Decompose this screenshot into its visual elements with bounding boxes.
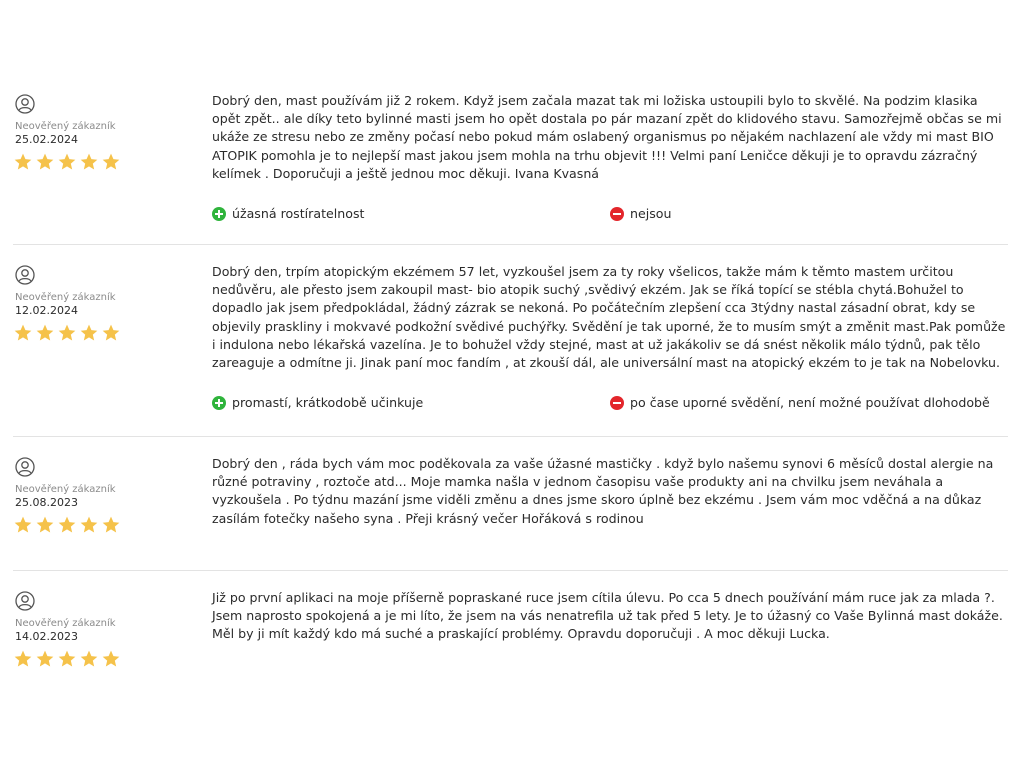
review-content xyxy=(212,571,1008,704)
star-icon xyxy=(35,649,55,669)
star-icon xyxy=(79,515,99,535)
review-meta xyxy=(13,437,212,570)
minus-circle-icon xyxy=(610,207,624,221)
star-icon xyxy=(13,649,33,669)
plus-circle-icon xyxy=(212,396,226,410)
review-date: 12.02.2024 xyxy=(15,304,78,317)
plus-circle-icon xyxy=(212,207,226,221)
review-date: 25.02.2024 xyxy=(15,133,78,146)
star-rating xyxy=(13,515,212,535)
customer-label: Neověřený zákazník xyxy=(15,292,116,303)
star-icon xyxy=(101,515,121,535)
pros-cons xyxy=(212,206,1008,226)
con-text: po čase uporné svědění, není možné používat dlohodobě xyxy=(630,395,990,411)
star-icon xyxy=(79,152,99,172)
star-icon xyxy=(101,649,121,669)
star-icon xyxy=(57,323,77,343)
review-item xyxy=(13,74,1008,245)
reviews-list xyxy=(13,74,1008,704)
star-icon xyxy=(79,323,99,343)
pros-cons xyxy=(212,395,1008,415)
review-date: 14.02.2023 xyxy=(15,630,78,643)
user-circle-icon xyxy=(15,94,35,114)
review-meta xyxy=(13,74,212,244)
customer-label: Neověřený zákazník xyxy=(15,618,116,629)
review-item xyxy=(13,571,1008,704)
star-rating xyxy=(13,649,212,669)
star-icon xyxy=(35,515,55,535)
review-content xyxy=(212,245,1008,436)
customer-label: Neověřený zákazník xyxy=(15,484,116,495)
star-icon xyxy=(35,323,55,343)
user-circle-icon xyxy=(15,591,35,611)
con-text: nejsou xyxy=(630,206,672,222)
review-item xyxy=(13,245,1008,437)
star-icon xyxy=(57,515,77,535)
star-icon xyxy=(101,323,121,343)
review-content xyxy=(212,74,1008,244)
pro-text: úžasná rostíratelnost xyxy=(232,206,365,222)
star-icon xyxy=(79,649,99,669)
review-con xyxy=(610,206,671,221)
minus-circle-icon xyxy=(610,396,624,410)
user-circle-icon xyxy=(15,457,35,477)
star-icon xyxy=(13,323,33,343)
review-meta xyxy=(13,571,212,704)
review-date: 25.08.2023 xyxy=(15,496,78,509)
user-circle-icon xyxy=(15,265,35,285)
star-icon xyxy=(13,152,33,172)
customer-label: Neověřený zákazník xyxy=(15,121,116,132)
review-pro xyxy=(212,206,364,221)
review-text: Již po první aplikaci na moje příšerně popraskané ruce jsem cítila úlevu. Po cca 5 dnech používání mám ruce jak za mlada ?. Jsem naprosto spokojená a je mi líto, že jsem na vás nenatrefila už tak před 5 lety. Je to úžasný co Vaše Bylinná mast dokáže. Měl by ji mít každý kdo má suché a praskající problémy. Opravdu doporučuji . A moc děkuji Lucka. xyxy=(212,590,1003,642)
star-rating xyxy=(13,152,212,172)
review-content xyxy=(212,437,1008,570)
review-text: Dobrý den, trpím atopickým ekzémem 57 let, vyzkoušel jsem za ty roky všelicos, takže mám k těmto mastem určitou nedůvěru, ale přesto jsem zakoupil mast- bio atopik suchý ,svědivý ekzém. Jak se říká topící se stébla chytá.Bohužel to dopadlo jak jsem předpokládal, žádný zázrak se nekoná. Po počátečním zlepšení cca 3týdny nastal zásadní obrat, kdy se objevily praskliny i mokvavé podkožní svědivé puchýřky. Svědění je tak uporné, že to musím smýt a změnit mast.Pak pomůže i indulona nebo lékařská vazelína. Je to bohužel vždy stejné, mast at už jakákoliv se dá snést několik málo týdnů, pak tělo zareaguje a odmítne ji. Jinak paní moc fandím , at zkouší dál, ale universální mast na atopický ekzém to je tak na Nobelovku. xyxy=(212,264,1006,371)
review-text: Dobrý den, mast používám již 2 rokem. Když jsem začala mazat tak mi ložiska ustoupili bylo to skvělé. Na podzim klasika opět zpět.. ale díky teto bylinné masti jsem ho opět dostala po pár mazaní zpět do klidového stavu. Samozřejmě občas se mi ukáže ze stresu nebo ze změny počasí nebo pokud mám oslabený organismus po nějakém nachlazení ale vždy mi mast BIO ATOPIK pomohla je to nejlepší mast jakou jsem mohla na trhu objevit !!! Velmi paní Leničce děkuji je to opravdu zázračný kelímek . Doporučuji a ještě jednou moc děkuji. Ivana Kvasná xyxy=(212,93,1002,181)
star-icon xyxy=(13,515,33,535)
review-con xyxy=(610,395,990,410)
star-icon xyxy=(101,152,121,172)
star-icon xyxy=(57,152,77,172)
review-item xyxy=(13,437,1008,571)
review-meta xyxy=(13,245,212,436)
pro-text: promastí, krátkodobě učinkuje xyxy=(232,395,424,411)
star-icon xyxy=(57,649,77,669)
review-text: Dobrý den , ráda bych vám moc poděkovala za vaše úžasné mastičky . když bylo našemu synovi 6 měsíců dostal alergie na různé potraviny , roztoče atd... Moje mamka našla v jednom časopisu vaše produkty ani na chvilku jsem neváhala a vyzkoušela . Po týdnu mazání jsme viděli změnu a dnes jsme skoro úplně bez ekzému . Jsem vám moc vděčná a na důkaz zasílám fotečky našeho syna . Přeji krásný večer Hořáková s rodinou xyxy=(212,456,994,526)
star-rating xyxy=(13,323,212,343)
review-pro xyxy=(212,395,423,410)
star-icon xyxy=(35,152,55,172)
